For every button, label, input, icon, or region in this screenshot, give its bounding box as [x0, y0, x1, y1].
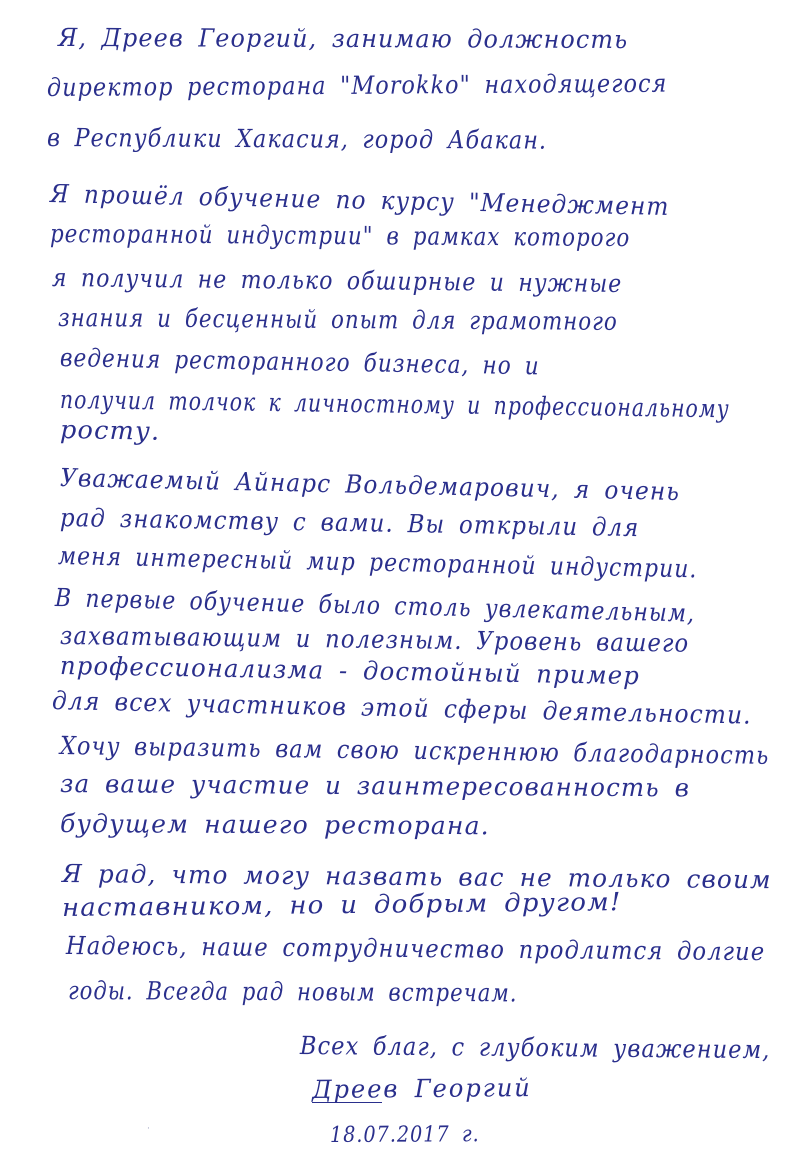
paragraph1-line-4: знания и бесценный опыт для грамотного	[57, 303, 618, 336]
paragraph2-line-7: для всех участников этой сферы деятельности.	[51, 686, 753, 730]
intro-line-3: в Республики Хакасия, город Абакан.	[46, 123, 548, 155]
paragraph2-line-6: профессионализма - достойный пример	[59, 651, 641, 691]
intro-line-2: директор ресторана "Morokko" находящегося	[46, 68, 668, 102]
letter-date: 18.07.2017 г.	[329, 1122, 480, 1148]
signature-underline	[312, 1102, 382, 1103]
paragraph2-line-10: будущем нашего ресторана.	[59, 809, 490, 841]
paragraph2-line-2: рад знакомству с вами. Вы открыли для	[59, 503, 640, 543]
paragraph2-line-4: В первые обучение было столь увлекательным,	[54, 583, 696, 628]
intro-line-1: Я, Дреев Георгий, занимаю должность	[57, 23, 629, 54]
paragraph1-line-2: ресторанной индустрии" в рамках которого	[49, 219, 631, 253]
paper-speck: ·	[147, 1124, 150, 1134]
paragraph3-line-3: Надеюсь, наше сотрудничество продлится долгие	[65, 931, 766, 967]
paragraph3-line-2: наставником, но и добрым другом!	[61, 887, 622, 922]
signature-name: Дреев Георгий	[311, 1073, 532, 1104]
paragraph1-line-5: ведения ресторанного бизнеса, но и	[59, 343, 540, 381]
paragraph1-line-3: я получил не только обширные и нужные	[51, 263, 623, 298]
paragraph2-line-3: меня интересный мир ресторанной индустрии.	[57, 541, 698, 584]
paragraph2-line-8: Хочу выразить вам свою искреннюю благодарность	[59, 731, 770, 770]
paragraph2-line-5: захватывающим и полезным. Уровень вашего	[59, 621, 690, 658]
closing-line: Всех благ, с глубоким уважением,	[299, 1031, 771, 1065]
paragraph1-line-1: Я прошёл обучение по курсу "Менеджмент	[49, 179, 670, 221]
paragraph2-line-1: Уважаемый Айнарс Вольдемарович, я очень	[59, 463, 681, 507]
paragraph3-line-1: Я рад, что могу назвать вас не только своим	[61, 859, 772, 895]
paragraph2-line-9: за ваше участие и заинтересованность в	[59, 769, 691, 803]
paragraph1-line-7: росту.	[59, 415, 161, 446]
paragraph3-line-4: годы. Всегда рад новым встречам.	[67, 976, 518, 1008]
paragraph1-line-6: получил толчок к личностному и профессиональному	[59, 385, 730, 424]
